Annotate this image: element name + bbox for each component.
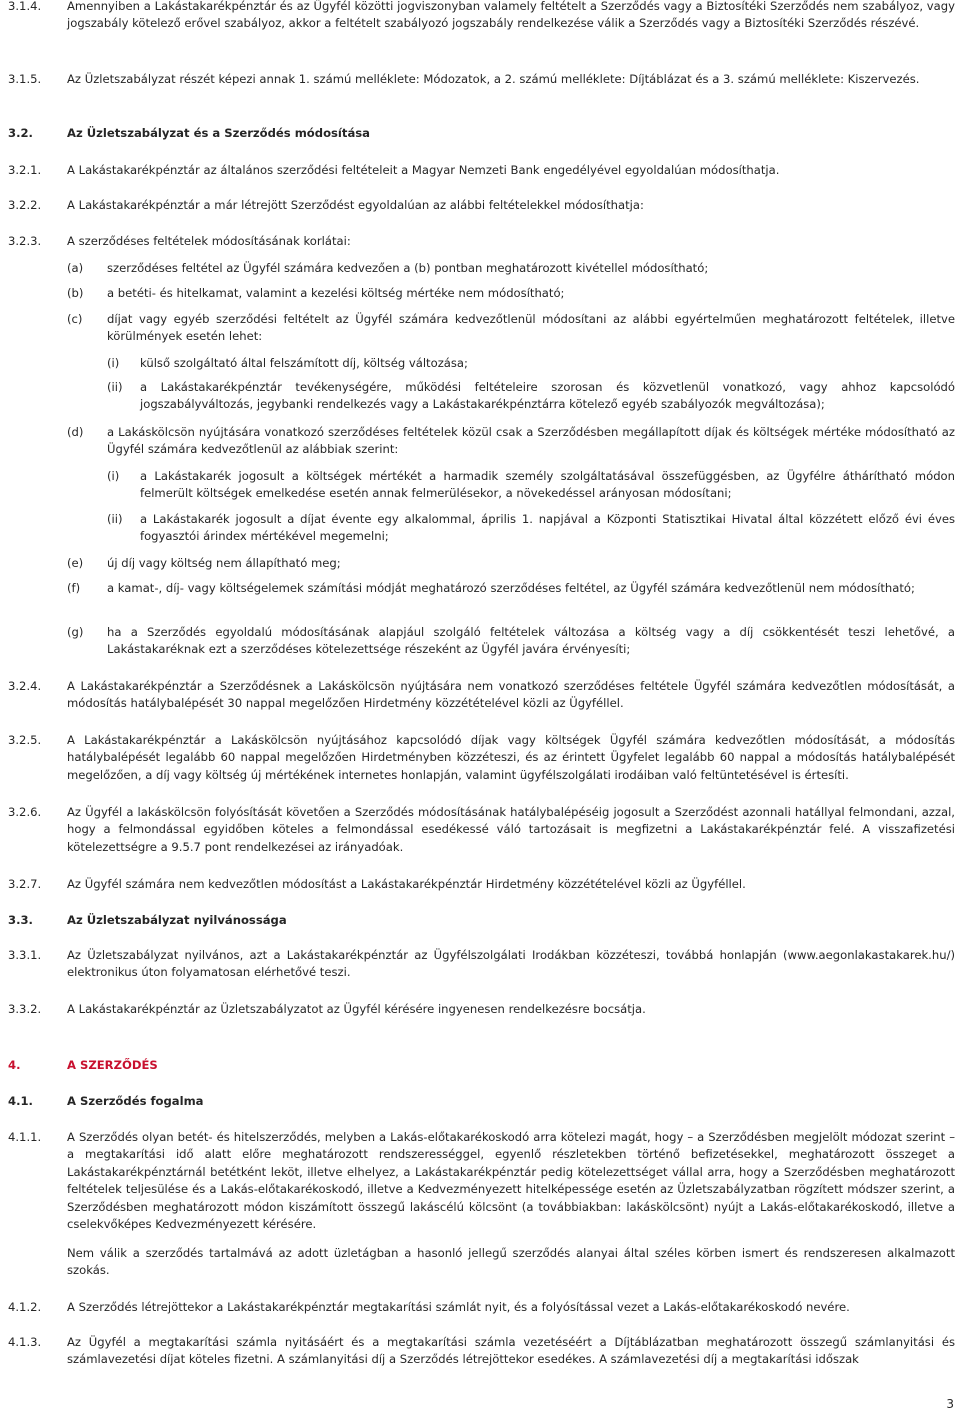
clause-text: A Lakástakarékpénztár az általános szerződési feltételeit a Magyar Nemzeti Bank engedélyével egyoldalúan módosíthatja. (67, 163, 780, 177)
item-text: a Lakástakarékpénztár tevékenységére, működési feltételeire szorosan és közvetlenül vonatkozó, vagy ahhoz kapcsolódó jogszabályváltozás, jegybanki rendelkezés vagy a Lakástakarékpénztárra kötelező egyéb szabályozók megváltozása); (140, 380, 955, 412)
item-text: szerződéses feltétel az Ügyfél számára kedvezően a (b) pontban meghatározott kivétellel módosítható; (107, 261, 709, 275)
clause-text: Az Ügyfél a megtakarítási számla nyitásáért és a megtakarítási számla vezetéséért a Díjtáblázatban meghatározott összegű számlanyitási és számlavezetési díjat köteles fizetni. A számlanyitási díj a Szerződés létrejöttekor esedékes. A számlavezetési díj a megtakarítási időszak (67, 1335, 955, 1367)
item-letter: (c) (67, 312, 83, 326)
clause-number: 3.2.7. (8, 877, 42, 891)
clause-text: Amennyiben a Lakástakarékpénztár és az Ügyfél közötti jogviszonyban valamely feltételt a Szerződés vagy a Biztosítéki Szerződés nem szabályoz, vagy jogszabály kötelező erővel szabályoz, akkor a feltételt szabályozó jogszabály rendelkezése válik a Szerződés vagy a Biztosítéki Szerződés részévé. (67, 0, 955, 31)
clause-text: A Lakástakarékpénztár az Üzletszabályzatot az Ügyfél kérésére ingyenesen rendelkezésre bocsátja. (67, 1002, 646, 1016)
clause-number: 4.1.1. (8, 1130, 42, 1144)
item-letter: (b) (67, 286, 84, 300)
clause-text: A Lakástakarékpénztár a Lakáskölcsön nyújtásához kapcsolódó díjak vagy költségek Ügyfél számára kedvezőtlen módosítását, a módosítás hatálybalépését legalább 60 nappal megelőzően Hirdetményben közzéteszi, és az érintett Ügyfelet legalább 60 nappal a módosítás hatálybalépését megelőzően, a díj vagy költség új mértékének internetes honlapján, valamint ügyfélszolgálati irodáiban való feltüntetésével is értesíti. (67, 733, 955, 782)
chapter-number: 4. (8, 1058, 21, 1072)
clause-text: Az Üzletszabályzat nyilvános, azt a Lakástakarékpénztár az Ügyfélszolgálati Irodákban közzéteszi, továbbá honlapján (www.aegonlakastakarek.hu/) elektronikus úton folyamatosan elérhetővé teszi. (67, 948, 955, 980)
item-letter: (a) (67, 261, 84, 275)
clause-number: 3.2.5. (8, 733, 42, 747)
item-roman: (i) (107, 356, 120, 370)
clause-text: A Lakástakarékpénztár a már létrejött Szerződést egyoldalúan az alábbi feltételekkel módosíthatja: (67, 198, 644, 212)
clause-number: 3.3.1. (8, 948, 42, 962)
item-roman: (i) (107, 469, 120, 483)
item-letter: (d) (67, 425, 84, 439)
item-text: a Lakástakarék jogosult a költségek mértékét a harmadik személy szolgáltatásával összefüggésben, az Ügyfélre áthárítható módon felmerült költségek emelkedése esetén annak felmerülésekor, a növekedéssel arányosan módosítani; (140, 469, 955, 501)
item-text: a kamat-, díj- vagy költségelemek számítási módját meghatározó szerződéses feltétel, az Ügyfél számára kedvezőtlenül nem módosítható; (107, 581, 915, 595)
item-letter: (e) (67, 556, 84, 570)
clause-number: 3.2.6. (8, 805, 42, 819)
clause-number: 4.1.2. (8, 1300, 42, 1314)
item-letter: (g) (67, 625, 84, 639)
clause-text: Az Üzletszabályzat részét képezi annak 1. számú melléklete: Módozatok, a 2. számú melléklete: Díjtáblázat és a 3. számú melléklete: Kiszervezés. (67, 72, 920, 86)
item-text: a Lakáskölcsön nyújtására vonatkozó szerződéses feltételek közül csak a Szerződésben megállapított díjak és költségek mértéke módosítható az Ügyfél számára kedvezőtlenül az alábbiak szerint: (107, 425, 955, 457)
clause-text: Az Ügyfél a lakáskölcsön folyósítását követően a Szerződés módosításának hatálybalépéséig jogosult a Szerződést azonnali hatállyal felmondani, azzal, hogy a felmondással egyidőben köteles a felmondással esedékessé váló tartozásait is megfizetni a Lakástakarékpénztár felé. A visszafizetési kötelezettségre a 9.5.7 pont rendelkezései az irányadóak. (67, 805, 955, 854)
clause-number: 3.2.3. (8, 234, 42, 248)
clause-number: 3.1.5. (8, 72, 42, 86)
clause-number: 3.2.2. (8, 198, 42, 212)
section-title: A Szerződés fogalma (67, 1094, 204, 1108)
chapter-title: A SZERZŐDÉS (67, 1058, 158, 1072)
clause-number: 3.2.1. (8, 163, 42, 177)
clause-text: A Szerződés olyan betét- és hitelszerződés, melyben a Lakás-előtakarékoskodó arra kötelezi magát, hogy – a Szerződésben megjelölt módozat szerint – a megtakarítási idő alatt előre meghatározott rendszerességgel, egyenlő részletekben történő befizetésekkel, meghatározott összeget a Lakástakarékpénztárnál betétként leköt, illetve elhelyez, a Lakástakarékpénztár pedig kötelezettséget vállal arra, hogy a Szerződésben meghatározott feltételek teljesülése és a Lakás-előtakarékoskodó, illetve a Kedvezményezett hitelképessége esetén az Üzletszabályzatban rögzített módszer szerint, a Szerződésben meghatározott módon kiszámított összegű lakáscélú kölcsönt (a továbbiakban: lakáskölcsönt) nyújt a Lakás-előtakarékoskodó, illetve a cselekvőképes Kedvezményezett kérésére. (67, 1130, 955, 1232)
section-number: 3.2. (8, 126, 33, 140)
clause-number: 3.3.2. (8, 1002, 42, 1016)
clause-text: A szerződéses feltételek módosításának korlátai: (67, 234, 351, 248)
clause-number: 3.1.4. (8, 0, 42, 13)
section-title: Az Üzletszabályzat és a Szerződés módosítása (67, 126, 370, 140)
page-number: 3 (946, 1397, 954, 1411)
section-number: 3.3. (8, 913, 33, 927)
item-text: a Lakástakarék jogosult a díjat évente egy alkalommal, április 1. napjával a Központi Statisztikai Hivatal által közzétett előző évi éves fogyasztói árindex mértékével megemelni; (140, 512, 955, 544)
clause-number: 4.1.3. (8, 1335, 42, 1349)
item-text: új díj vagy költség nem állapítható meg; (107, 556, 341, 570)
clause-number: 3.2.4. (8, 679, 42, 693)
clause-text: A Szerződés létrejöttekor a Lakástakarékpénztár megtakarítási számlát nyit, és a folyósítással vezet a Lakás-előtakarékoskodó nevére. (67, 1300, 850, 1314)
item-roman: (ii) (107, 380, 123, 394)
item-text: a betéti- és hitelkamat, valamint a kezelési költség mértéke nem módosítható; (107, 286, 565, 300)
item-roman: (ii) (107, 512, 123, 526)
section-number: 4.1. (8, 1094, 33, 1108)
section-title: Az Üzletszabályzat nyilvánossága (67, 913, 287, 927)
item-text: díjat vagy egyéb szerződési feltételt az Ügyfél számára kedvezőtlenül módosítani az alábbi egyértelműen meghatározott feltételek, illetve körülmények esetén lehet: (107, 312, 955, 344)
item-letter: (f) (67, 581, 81, 595)
clause-text: Az Ügyfél számára nem kedvezőtlen módosítást a Lakástakarékpénztár Hirdetmény közzétételével közli az Ügyféllel. (67, 877, 746, 891)
clause-text: A Lakástakarékpénztár a Szerződésnek a Lakáskölcsön nyújtására nem vonatkozó szerződéses feltétele Ügyfél számára kedvezőtlen módosítását, a módosítás hatálybalépését 30 nappal megelőzően Hirdetmény közzétételével közli az Ügyféllel. (67, 679, 955, 711)
item-text: ha a Szerződés egyoldalú módosításának alapjául szolgáló feltételek változása a költség vagy a díj csökkentését teszi lehetővé, a Lakástakaréknak ezt a szerződéses kötelezettsége részeként az Ügyfél javára érvényesíti; (107, 625, 955, 657)
clause-text: Nem válik a szerződés tartalmává az adott üzletágban a hasonló jellegű szerződés alanyai által széles körben ismert és rendszeresen alkalmazott szokás. (67, 1246, 955, 1278)
item-text: külső szolgáltató által felszámított díj, költség változása; (140, 356, 468, 370)
